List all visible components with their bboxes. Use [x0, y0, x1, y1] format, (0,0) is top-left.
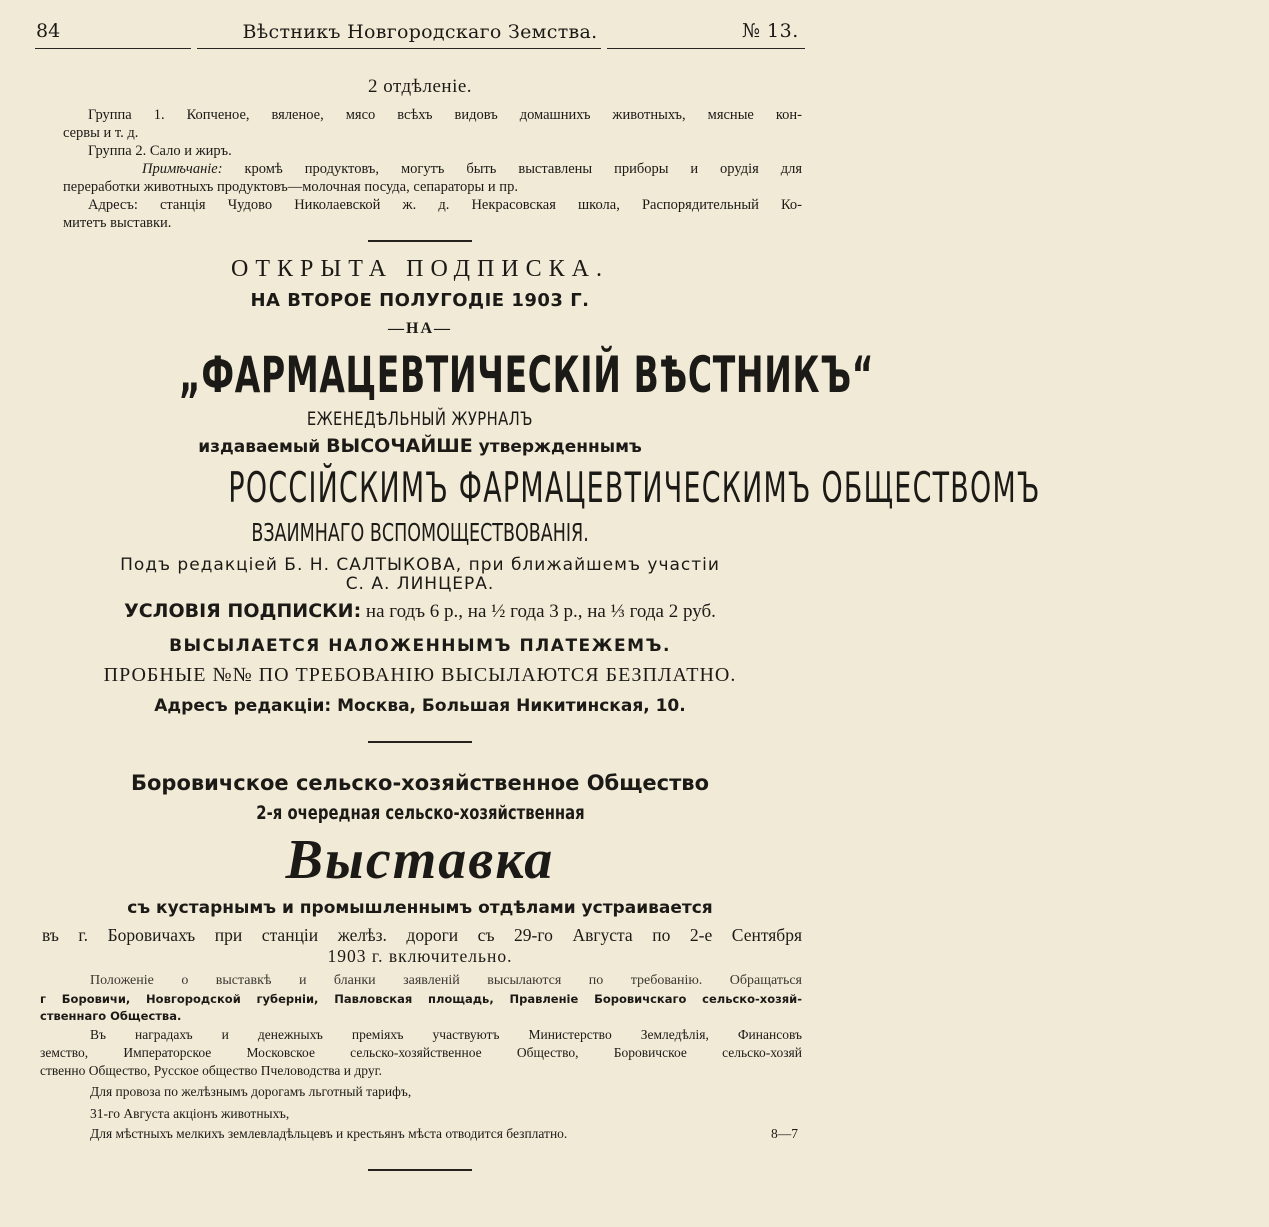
publisher-line [0, 435, 840, 457]
exhibition-inclusive: 1903 г. включительно. [327, 946, 513, 966]
society-wrap [0, 463, 1041, 512]
journal-subtitle: ЕЖЕНЕДѢЛЬНЫЙ ЖУРНАЛЪ [306, 408, 534, 430]
journal-subtitle-wrap [0, 408, 840, 430]
subscription-na: —НА— [388, 320, 452, 337]
journal-title-wrap [0, 346, 875, 416]
editor-line1: Подъ редакціей Б. Н. САЛТЫКОВА, при ближайшемъ участіи [120, 555, 720, 575]
note-line1 [142, 160, 802, 178]
separator-3 [368, 1169, 472, 1171]
terms-text: на годъ 6 р., на ½ года 3 р., на ⅓ года 2 руб. [361, 601, 716, 622]
section-heading: 2 отдѣленіе. [367, 76, 473, 97]
publisher-suffix: утвержденнымъ [472, 437, 642, 457]
journal-title: „ФАРМАЦЕВТИЧЕСКІЙ ВѢСТНИКЪ“ [179, 346, 875, 404]
publisher-prefix: издаваемый [198, 437, 327, 457]
awards-line3: ственно Общество, Русское общество Пчеловодства и друг. [40, 1063, 382, 1078]
society-name-2: ВЗАИМНАГО ВСПОМОЩЕСТВОВАНІЯ. [251, 518, 589, 547]
society-borovichi: Боровичское сельско-хозяйственное Общество [130, 771, 710, 795]
terms-label: УСЛОВІЯ ПОДПИСКИ: [124, 600, 362, 622]
group1-line1: Группа 1. Копченое, вяленое, мясо всѣхъ видовъ домашнихъ животныхъ, мясные кон- [88, 107, 802, 123]
info-line3: ственнаго Общества. [40, 1009, 182, 1023]
subscription-period: НА ВТОРОЕ ПОЛУГОДІЕ 1903 Г. [250, 290, 590, 311]
tariff-line: Для провоза по желѣзнымъ дорогамъ льготный тарифъ, [90, 1084, 412, 1099]
info-line2: г Боровичи, Новгородской губерніи, Павловская площадь, Правленіе Боровичскаго сельско-хозяй- [40, 992, 802, 1006]
separator-2 [368, 741, 472, 743]
running-title: Вѣстникъ Новгородскаго Земства. [242, 21, 598, 43]
group2: Группа 2. Сало и жиръ. [88, 143, 232, 159]
awards-line1: Въ наградахъ и денежныхъ преміяхъ участвуютъ Министерство Земледѣлія, Финансовъ [90, 1027, 802, 1042]
ad-number: 8—7 [771, 1126, 798, 1141]
group1-line2: сервы и т. д. [63, 125, 139, 141]
exhibition-departments: съ кустарнымъ и промышленнымъ отдѣлами устраивается [127, 898, 713, 918]
free-space-line: Для мѣстныхъ мелкихъ землевладѣльцевъ и крестьянъ мѣста отводится безплатно. [90, 1126, 568, 1141]
samples: ПРОБНЫЕ №№ ПО ТРЕБОВАНІЮ ВЫСЫЛАЮТСЯ БЕЗПЛАТНО. [103, 664, 737, 686]
address-line1: Адресъ: станція Чудово Николаевской ж. д. Некрасовская школа, Распорядительный Ко- [88, 197, 802, 213]
header-rule-center [197, 48, 601, 49]
page-number: 84 [36, 20, 61, 42]
subscription-open: ОТКРЫТА ПОДПИСКА. [231, 256, 609, 282]
society-name: РОССІЙСКИМЪ ФАРМАЦЕВТИЧЕСКИМЪ ОБЩЕСТВОМЪ [228, 463, 1041, 512]
header-rule-left [35, 48, 191, 49]
society-2-wrap [0, 518, 840, 547]
editorial-address: Адресъ редакціи: Москва, Большая Никитинская, 10. [154, 696, 686, 716]
address-line2: митетъ выставки. [63, 215, 172, 231]
info-line1: Положеніе о выставкѣ и бланки заявленій высылаются по требованію. Обращаться [90, 973, 802, 988]
exhibition-title: Выставка [285, 829, 555, 891]
exhibition-subtitle: 2-я очередная сельско-хозяйственная [255, 802, 585, 824]
separator-1 [368, 240, 472, 242]
auction-line: 31-го Августа акціонъ животныхъ, [90, 1106, 290, 1121]
issue-number: № 13. [742, 20, 799, 42]
header-rule-right [607, 48, 805, 49]
note-text: кромѣ продуктовъ, могутъ быть выставлены приборы и орудія для [222, 161, 802, 177]
note-line2: переработки животныхъ продуктовъ—молочная посуда, сепараторы и пр. [63, 179, 518, 195]
exhibition-dates: въ г. Боровичахъ при станціи желѣз. дороги съ 29-го Августа по 2-е Сентября [42, 925, 802, 945]
exhibition-subtitle-wrap [0, 802, 840, 824]
delivery: ВЫСЫЛАЕТСЯ НАЛОЖЕННЫМЪ ПЛАТЕЖЕМЪ. [169, 636, 671, 656]
awards-line2: земство, Императорское Московское сельско-хозяйственное Общество, Боровичское сельско-хозяй [40, 1045, 802, 1060]
terms-line [0, 600, 840, 623]
editor-line2: С. А. ЛИНЦЕРА. [345, 574, 495, 594]
note-label: Примѣчаніе: [142, 161, 223, 177]
publisher-highlight: ВЫСОЧАЙШЕ [326, 435, 473, 457]
